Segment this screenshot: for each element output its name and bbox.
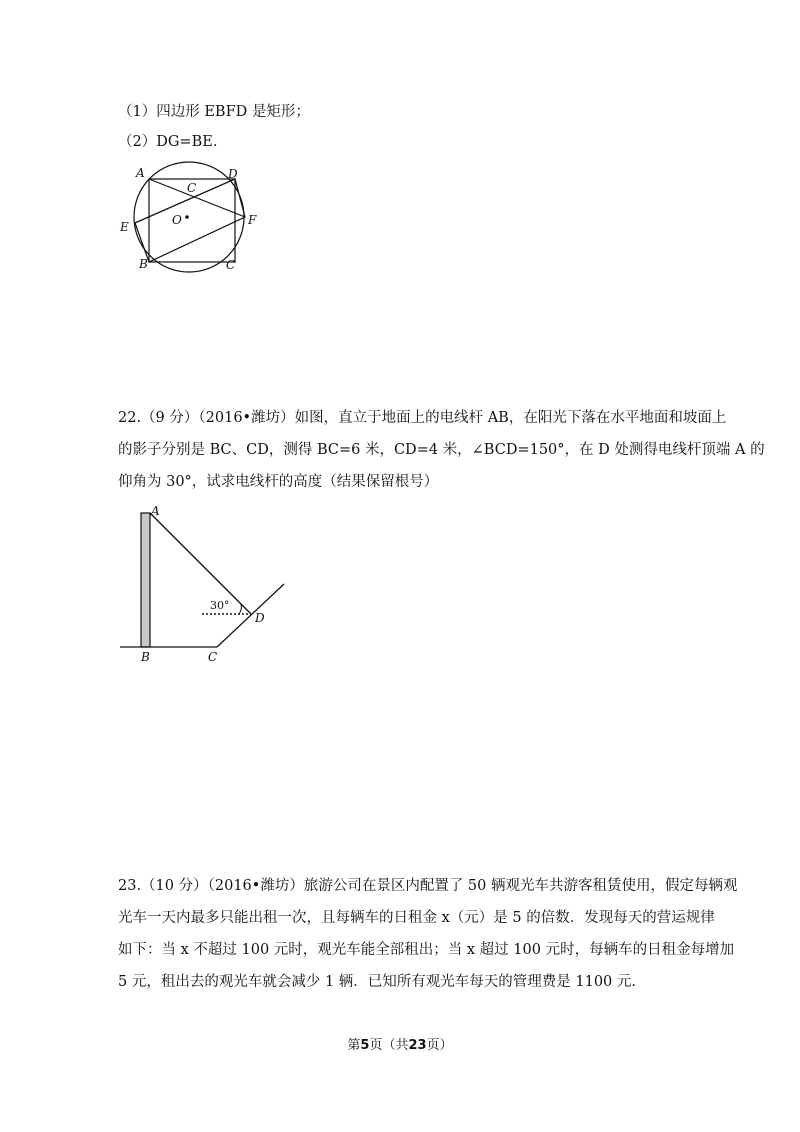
label-a: A: [151, 504, 160, 518]
angle-arc: [239, 604, 241, 614]
footer-suffix: 页）: [426, 1038, 453, 1053]
label-b: B: [139, 257, 148, 271]
sun-ray-ad: [150, 513, 251, 614]
footer-middle: 页（共: [369, 1038, 409, 1053]
label-d: D: [228, 167, 238, 181]
segment-ag: [149, 179, 245, 217]
utility-pole-ab: [141, 513, 150, 647]
footer-total-pages: 23: [408, 1038, 427, 1053]
angle-label: 30°: [210, 599, 230, 612]
label-a: A: [136, 166, 145, 180]
footer-prefix: 第: [347, 1038, 361, 1053]
label-d: D: [255, 611, 265, 625]
part-item-2: （2）DG=BE.: [118, 134, 218, 150]
center-dot: [185, 215, 189, 219]
part-item-1: （1）四边形 EBFD 是矩形；: [118, 104, 310, 120]
slope-line: [217, 584, 284, 647]
figure-utility-pole: [110, 500, 300, 670]
q23-line: 光车一天内最多只能出租一次，且每辆车的日租金 x（元）是 5 的倍数．发现每天的营运规律: [118, 910, 715, 926]
q23-line: 23.（10 分）（2016•潍坊）旅游公司在景区内配置了 50 辆观光车共游客租赁使用，假定每辆观: [118, 878, 738, 894]
label-g: C: [187, 181, 197, 195]
figure-circle-rectangle: [110, 160, 270, 280]
question-23: [118, 870, 738, 998]
label-o: O: [172, 213, 182, 227]
page-footer: [0, 1034, 800, 1053]
segment-ed: [135, 179, 235, 223]
question-22: [118, 402, 765, 498]
q22-line: 仰角为 30°，试求电线杆的高度（结果保留根号）: [118, 474, 439, 490]
q22-line: 22.（9 分）（2016•潍坊）如图，直立于地面上的电线杆 AB，在阳光下落在水平地面和坡面上: [118, 410, 727, 426]
label-c: C: [226, 258, 236, 272]
label-c: C: [208, 650, 218, 664]
label-e: E: [120, 220, 129, 234]
label-f: F: [248, 213, 257, 227]
label-b: B: [141, 650, 150, 664]
q23-line: 如下：当 x 不超过 100 元时，观光车能全部租出；当 x 超过 100 元时，每辆车的日租金每增加: [118, 942, 735, 958]
q22-line: 的影子分别是 BC、CD，测得 BC=6 米，CD=4 米，∠BCD=150°，在 D 处测得电线杆顶端 A 的: [118, 442, 765, 458]
footer-page-number: 5: [360, 1038, 370, 1053]
q23-line: 5 元，租出去的观光车就会减少 1 辆．已知所有观光车每天的管理费是 1100 元.: [118, 974, 637, 990]
